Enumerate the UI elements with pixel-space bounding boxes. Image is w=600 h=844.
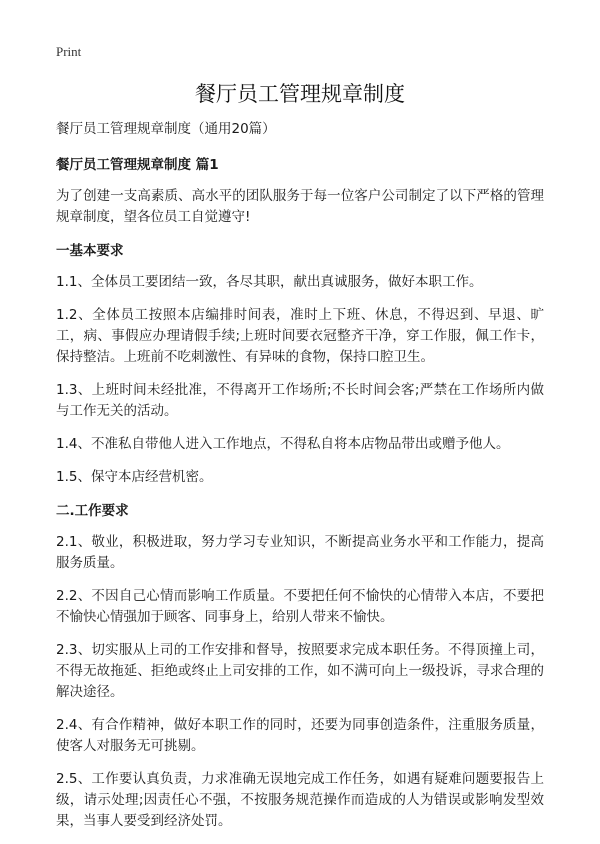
article-heading: 餐厅员工管理规章制度 篇1 (56, 157, 219, 173)
list-item: 2.4、有合作精神，做好本职工作的同时，还要为同事创造条件，注重服务质量，使客人对服务无可挑剔。 (56, 717, 544, 754)
section-heading-basic: 一基本要求 (56, 243, 124, 259)
list-item: 1.3、上班时间未经批准，不得离开工作场所;不长时间会客;严禁在工作场所内做与工作无关的活动。 (56, 382, 544, 419)
list-item: 2.2、不因自己心情而影响工作质量。不要把任何不愉快的心情带入本店，不要把不愉快心情强加于顾客、同事身上，给别人带来不愉快。 (56, 588, 544, 625)
document-body (56, 118, 544, 844)
section-heading-work: 二.工作要求 (56, 503, 129, 519)
list-item: 1.2、全体员工按照本店编排时间表，准时上下班、休息，不得迟到、早退、旷工，病、事假应办理请假手续;上班时间要衣冠整齐干净，穿工作服，佩工作卡，保持整洁。上班前不吃刺激性、有异味的食物，保持口腔卫生。 (56, 307, 544, 365)
print-label: Print (56, 44, 82, 59)
list-item: 1.4、不准私自带他人进入工作地点，不得私自将本店物品带出或赠予他人。 (56, 436, 510, 452)
list-item: 1.1、全体员工要团结一致，各尽其职，献出真诚服务，做好本职工作。 (56, 274, 483, 290)
page-title: 餐厅员工管理规章制度 (195, 82, 405, 106)
document-subtitle: 餐厅员工管理规章制度（通用20篇） (56, 121, 276, 137)
list-item: 1.5、保守本店经营机密。 (56, 469, 213, 485)
list-item: 2.1、敬业，积极进取，努力学习专业知识，不断提高业务水平和工作能力，提高服务质量。 (56, 534, 544, 571)
list-item: 2.5、工作要认真负责，力求准确无误地完成工作任务，如遇有疑难问题要报告上级，请示处理;因责任心不强，不按服务规范操作而造成的人为错误或影响发型效果，当事人要受到经济处罚。 (56, 771, 544, 829)
intro-paragraph: 为了创建一支高素质、高水平的团队服务于每一位客户公司制定了以下严格的管理规章制度，望各位员工自觉遵守! (56, 188, 544, 225)
list-item: 2.3、切实服从上司的工作安排和督导，按照要求完成本职任务。不得顶撞上司，不得无故拖延、拒绝或终止上司安排的工作，如不满可向上一级投诉，寻求合理的解决途径。 (56, 642, 544, 700)
